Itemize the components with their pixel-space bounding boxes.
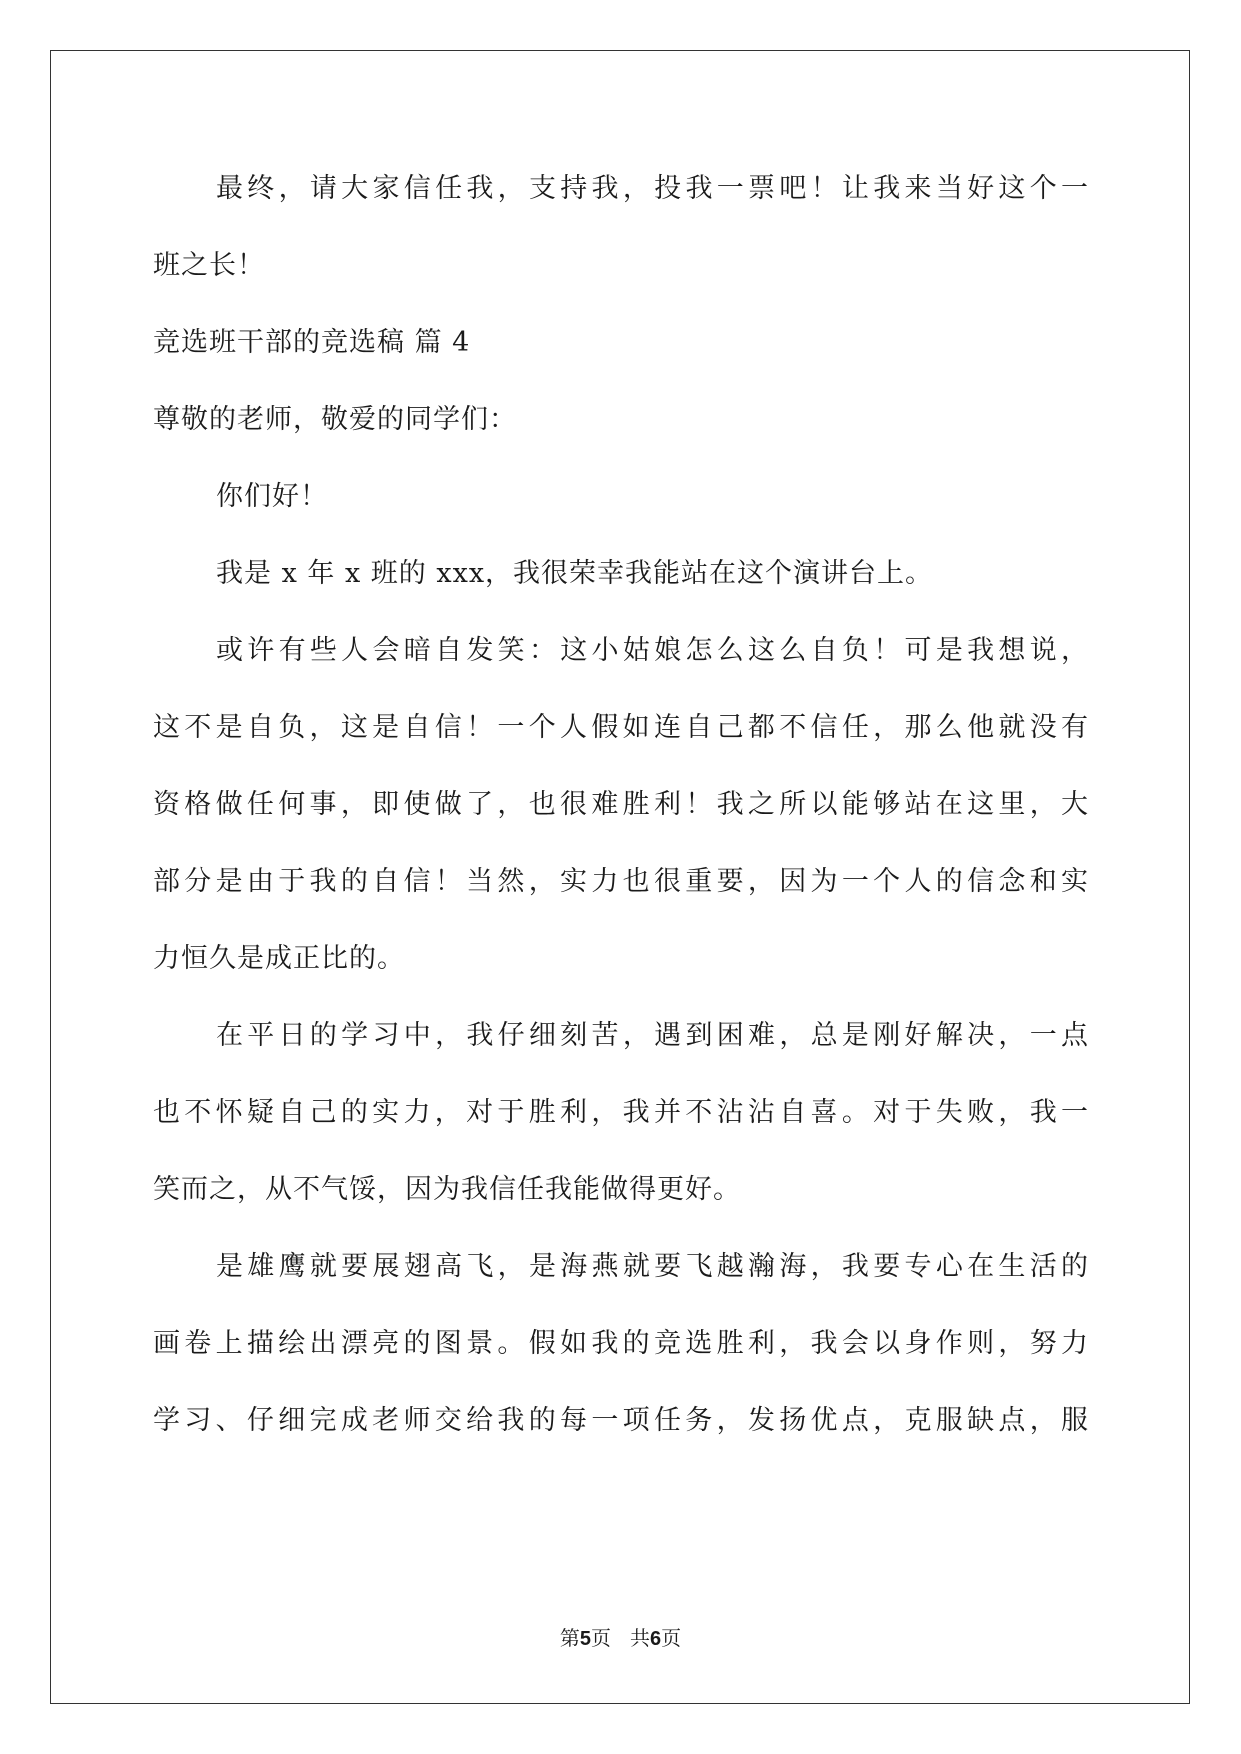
text-line: 班之长！ [153, 250, 265, 281]
text-line: 画卷上描绘出漂亮的图景。假如我的竞选胜利，我会以身作则，努力 [153, 1328, 1089, 1359]
text-line: 尊敬的老师，敬爱的同学们： [153, 404, 517, 435]
text-line: 我是 x 年 x 班的 xxx，我很荣幸我能站在这个演讲台上。 [216, 558, 934, 589]
footer-total-prefix: 共 [630, 1626, 651, 1650]
text-line: 也不怀疑自己的实力，对于胜利，我并不沾沾自喜。对于失败，我一 [153, 1097, 1089, 1128]
text-line: 或许有些人会暗自发笑：这小姑娘怎么这么自负！可是我想说， [216, 635, 1089, 666]
text-line: 最终，请大家信任我，支持我，投我一票吧！让我来当好这个一 [216, 173, 1089, 204]
text-line: 是雄鹰就要展翅高飞，是海燕就要飞越瀚海，我要专心在生活的 [216, 1251, 1089, 1282]
text-line: 学习、仔细完成老师交给我的每一项任务，发扬优点，克服缺点，服 [153, 1405, 1089, 1436]
page-footer [0, 1622, 1241, 1651]
document-body [153, 150, 1089, 1459]
footer-total-suffix: 页 [661, 1626, 682, 1650]
footer-page-suffix: 页 [590, 1626, 611, 1650]
text-line: 在平日的学习中，我仔细刻苦，遇到困难，总是刚好解决，一点 [216, 1020, 1089, 1051]
text-line: 资格做任何事，即使做了，也很难胜利！我之所以能够站在这里，大 [153, 789, 1089, 820]
text-line: 部分是由于我的自信！当然，实力也很重要，因为一个人的信念和实 [153, 866, 1089, 897]
text-line: 笑而之，从不气馁，因为我信任我能做得更好。 [153, 1174, 741, 1205]
text-line: 竞选班干部的竞选稿 篇 4 [153, 327, 471, 358]
text-line: 你们好！ [216, 481, 328, 512]
footer-prefix: 第 [559, 1626, 580, 1650]
total-page-number: 6 [650, 1628, 662, 1650]
current-page-number: 5 [579, 1628, 591, 1650]
text-line: 这不是自负，这是自信！一个人假如连自己都不信任，那么他就没有 [153, 712, 1089, 743]
text-line: 力恒久是成正比的。 [153, 943, 405, 974]
